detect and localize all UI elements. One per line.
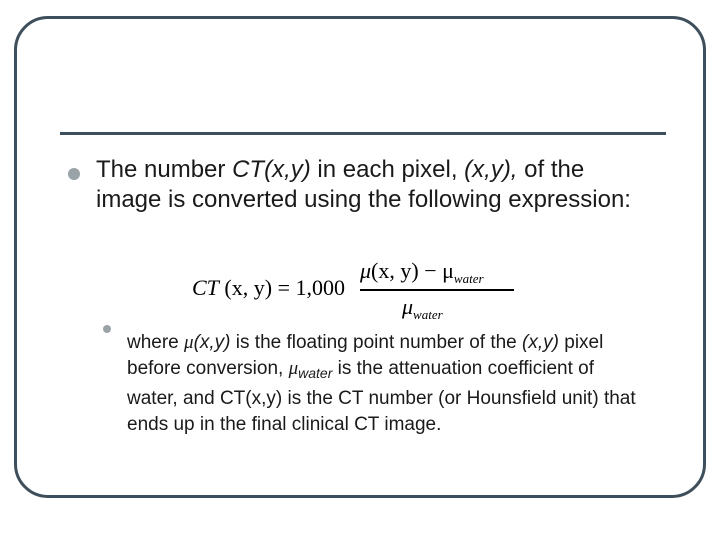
sub-text-3: pixel before conversion, (127, 332, 604, 379)
bullet-paragraph (96, 155, 656, 215)
eq-num-sub: water (453, 271, 484, 286)
eq-num-args: (x, y) − μ (371, 258, 454, 283)
sub-xy: (x,y) (193, 332, 231, 353)
equation-numerator (360, 258, 514, 287)
eq-den-sub: water (413, 307, 443, 322)
sub-bullet-icon (103, 325, 111, 333)
bullet-text-1: The number (96, 156, 233, 183)
sub-water: water (298, 365, 333, 381)
sub-text-4: is the attenuation coefficient of water, and CT(x,y) is the CT number (or Hounsfield unit) that ends up in the final clinical CT image. (127, 358, 636, 435)
eq-ct: CT (192, 275, 219, 300)
eq-lhs-args: (x, y) = 1,000 (218, 275, 345, 300)
sub-xy-2: (x,y) (522, 332, 559, 353)
eq-den-mu: μ (402, 294, 414, 319)
fraction-bar (360, 289, 514, 291)
title-divider (60, 132, 666, 135)
bullet-ct-xy: CT(x,y) (232, 156, 311, 183)
eq-num-mu: μ (360, 258, 372, 283)
sub-mu: μ (184, 332, 194, 353)
sub-mu-2: μ (288, 358, 299, 379)
equation-denominator (402, 294, 443, 323)
bullet-xy: (x,y), (464, 156, 518, 183)
sub-bullet-paragraph (127, 330, 647, 438)
bullet-icon (68, 168, 80, 180)
sub-text-1: where (127, 332, 185, 353)
bullet-text-3: of the image is converted using the following expression: (96, 156, 631, 213)
equation-lhs (192, 275, 345, 301)
ct-equation (192, 258, 522, 328)
sub-text-2: is the floating point number of the (230, 332, 523, 353)
bullet-text-2: in each pixel, (310, 156, 465, 183)
